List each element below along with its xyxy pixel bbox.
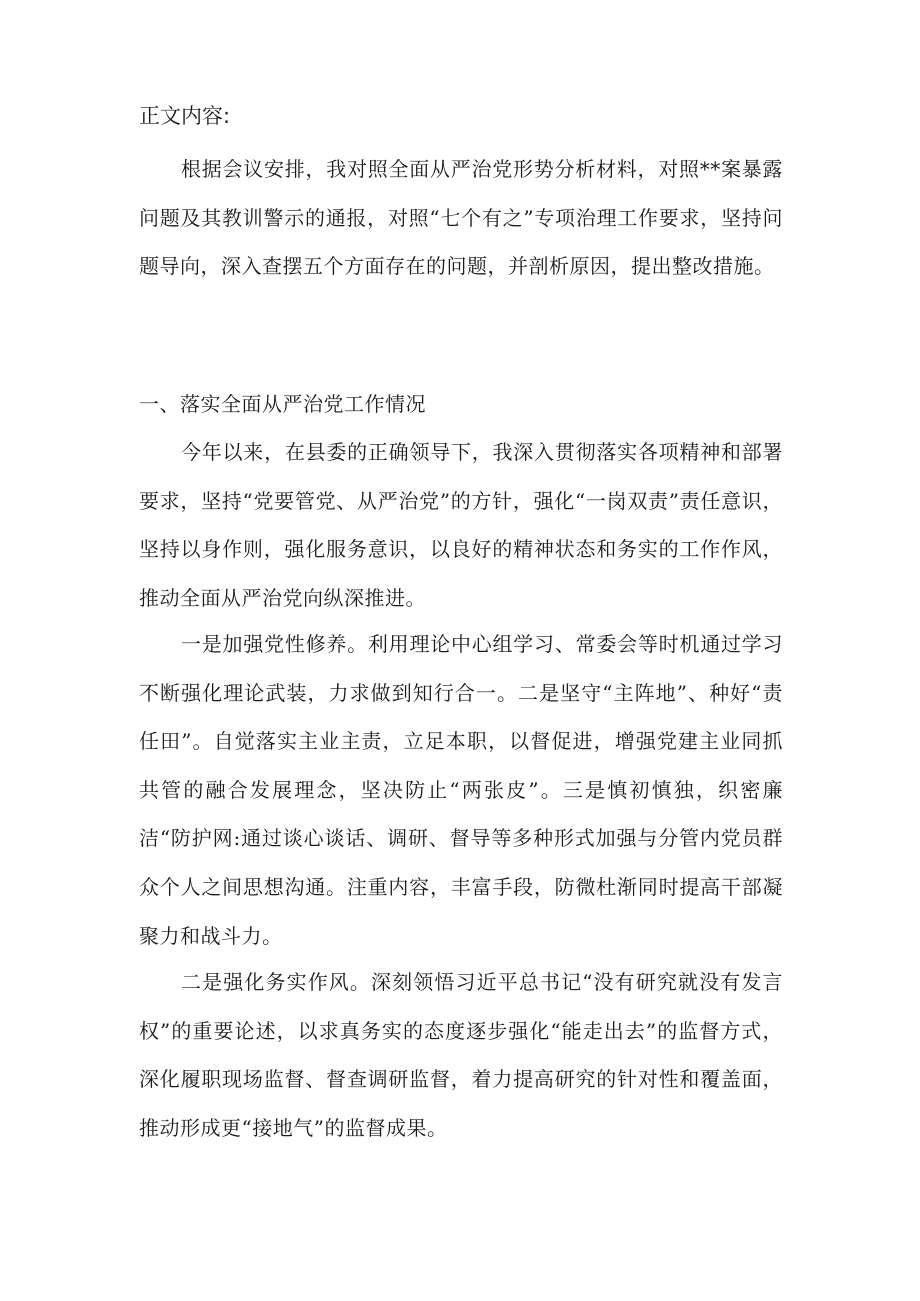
body-paragraph-work-style: 二是强化务实作风。深刻领悟习近平总书记“没有研究就没有发言权”的重要论述，以求真务实的态度逐步强化“能走出去”的监督方式，深化履职现场监督、督查调研监督，着力提高研究的针对性和覆盖面，推动形成更“接地气”的监督成果。: [139, 970, 783, 1140]
body-paragraph-intro: 根据会议安排，我对照全面从严治党形势分析材料，对照**案暴露问题及其教训警示的通报，对照“七个有之”专项治理工作要求，坚持问题导向，深入查摆五个方面存在的问题，并剖析原因，提出整改措施。: [139, 157, 783, 279]
body-paragraph-party-cultivation: 一是加强党性修养。利用理论中心组学习、常委会等时机通过学习不断强化理论武装，力求做到知行合一。二是坚守“主阵地”、种好“责任田”。自觉落实主业主责，立足本职，以督促进，增强党建主业同抓共管的融合发展理念，坚决防止“两张皮”。三是慎初慎独，织密廉洁“防护网:通过谈心谈话、调研、督导等多种形式加强与分管内党员群众个人之间思想沟通。注重内容，丰富手段，防微杜渐同时提高干部凝聚力和战斗力。: [139, 632, 783, 948]
section-title: 一、落实全面从严治党工作情况: [139, 392, 426, 416]
body-paragraph-overview: 今年以来，在县委的正确领导下，我深入贯彻落实各项精神和部署要求，坚持“党要管党、从严治党”的方针，强化“一岗双责”责任意识，坚持以身作则，强化服务意识，以良好的精神状态和务实的工作作风，推动全面从严治党向纵深推进。: [139, 440, 783, 610]
document-heading: 正文内容:: [139, 104, 231, 128]
